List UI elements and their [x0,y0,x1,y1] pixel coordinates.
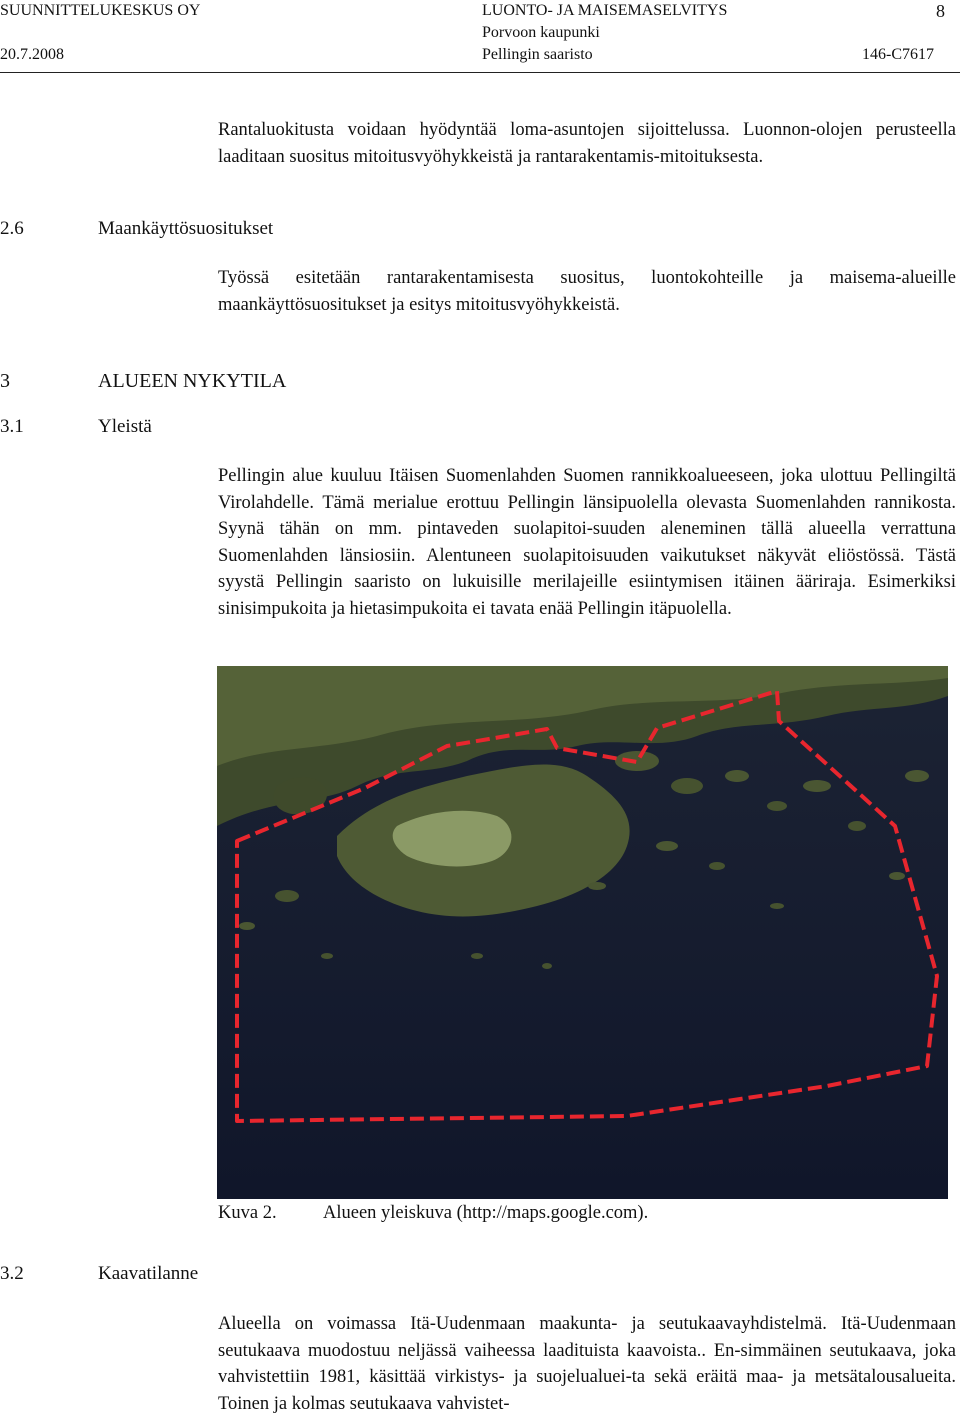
figure-label: Kuva 2. [218,1203,277,1223]
intro-paragraph: Rantaluokitusta voidaan hyödyntää loma-asuntojen sijoittelussa. Luonnon-olojen perusteella laaditaan suositus mitoitusvyöhykkeistä ja rantarakentamis-mitoituksesta. [218,120,956,167]
section-3-1-heading [0,416,152,438]
header-rule [0,72,960,73]
header-report-title: LUONTO- JA MAISEMASELVITYS [482,2,728,19]
section-title: Maankäyttösuositukset [98,218,274,239]
figure-caption-text: Alueen yleiskuva (http://maps.google.com). [323,1203,649,1223]
section-number: 2.6 [0,218,24,239]
section-3-1-body: Pellingin alue kuuluu Itäisen Suomenlahden Suomen rannikkoalueeseen, joka ulottuu Pellingiltä Virolahdelle. Tämä merialue erottuu Pellingin länsipuolella olevasta Suomenlahden rannikosta. Syynä tähän on mm. pintaveden suolapitoi-suuden aleneminen tällä alueella verrattuna Suomenlahden länsiosiin. Alentuneen suolapitoisuuden vaikutukset näkyvät eliöstössä. Tästä syystä Pellingin saaristo on lukuisille merilajeille esiintymisen itäinen ääriraja. Esimerkiksi sinisimpukoita ja hietasimpukoita ei tavata enää Pellingin itäpuolella. [218,466,956,619]
section-3-heading [0,370,286,393]
section-3-2-heading [0,1263,198,1285]
section-3-2-body: Alueella on voimassa Itä-Uudenmaan maakunta- ja seutukaavayhdistelmä. Itä-Uudenmaan seutukaava muodostuu neljässä vaiheessa laadituista kaavoista.. En-simmäinen seutukaava, joka vahvistettiin 1981, käsittää virkistys- ja suojelualuei-ta sekä eräitä maa- ja metsätalousalueita. Toinen ja kolmas seutukaava vahvistet- [218,1314,956,1414]
header-date: 20.7.2008 [0,46,64,63]
section-number: 3.2 [0,1263,24,1284]
section-number: 3 [0,370,10,392]
section-number: 3.1 [0,416,24,437]
page-number: 8 [936,1,945,21]
section-2-6-heading [0,218,273,240]
project-code: 146-C7617 [862,46,934,63]
header-client: Porvoon kaupunki [482,24,600,41]
section-title: Kaavatilanne [98,1263,199,1284]
satellite-map-image [217,666,948,1199]
section-title: ALUEEN NYKYTILA [98,370,287,392]
figure-caption [218,1203,648,1224]
header-area: Pellingin saaristo [482,46,593,63]
section-title: Yleistä [98,416,152,437]
section-2-6-body: Työssä esitetään rantarakentamisesta suositus, luontokohteille ja maisema-alueille maankäyttösuositukset ja esitys mitoitusvyöhykkeistä. [218,268,956,315]
header-org: SUUNNITTELUKESKUS OY [0,2,201,19]
